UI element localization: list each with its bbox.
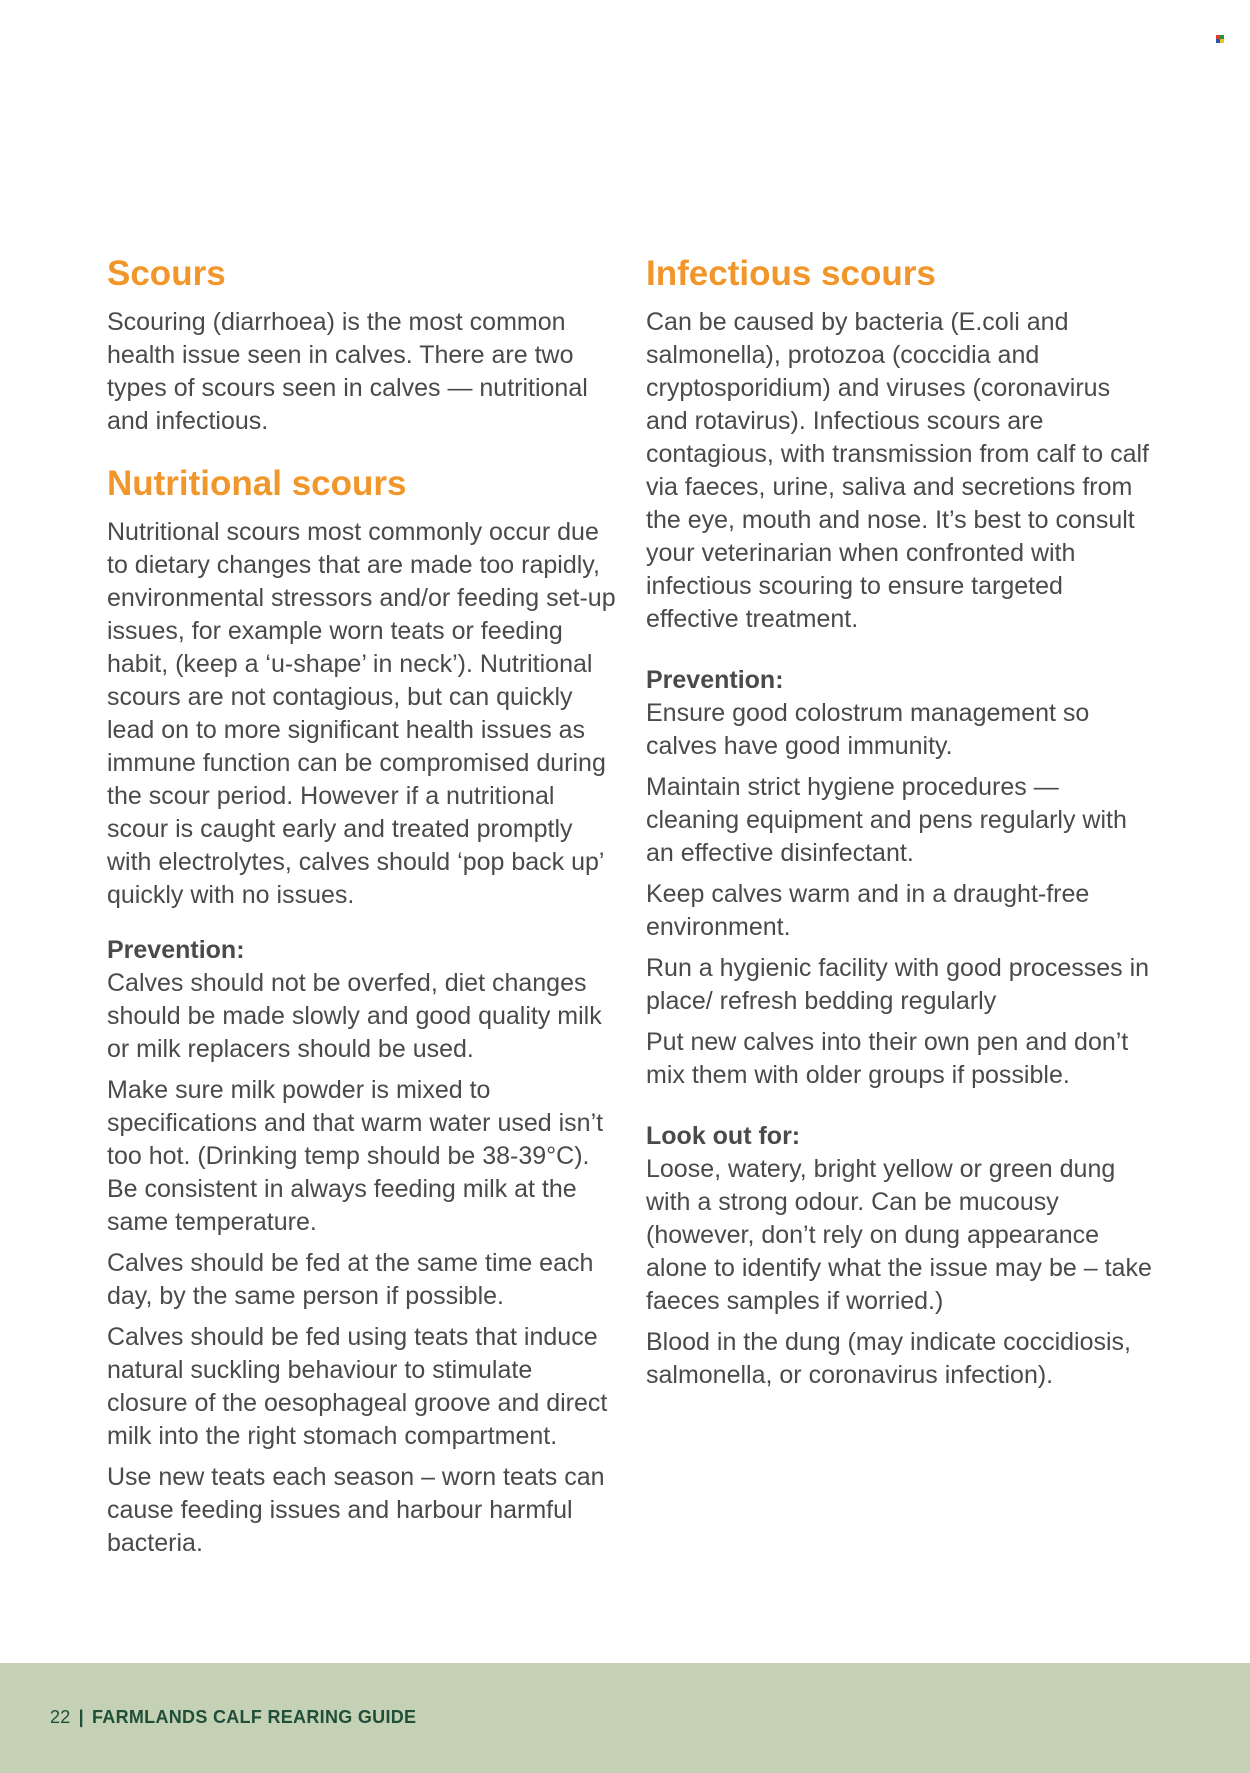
infectious-prevention-item: Put new calves into their own pen and don’t mix them with older groups if possible.	[646, 1028, 1129, 1089]
nutritional-prevention-item: Use new teats each season – worn teats can cause feeding issues and harbour harmful bacteria.	[107, 1463, 605, 1557]
lookout-label: Look out for:	[646, 1122, 801, 1150]
infectious-prevention-item: Maintain strict hygiene procedures — cleaning equipment and pens regularly with an effective disinfectant.	[646, 773, 1127, 867]
infectious-prevention-item: Keep calves warm and in a draught-free environment.	[646, 880, 1090, 941]
page-number: 22	[50, 1707, 71, 1727]
nutritional-prevention-item: Calves should not be overfed, diet changes should be made slowly and good quality milk or milk replacers should be used.	[107, 969, 602, 1063]
lookout-item: Loose, watery, bright yellow or green dung with a strong odour. Can be mucousy (however, don’t rely on dung appearance alone to identify what the issue may be – take faeces samples if worried.)	[646, 1155, 1152, 1315]
left-column	[107, 250, 617, 1560]
nutritional-scours-body: Nutritional scours most commonly occur due to dietary changes that are made too rapidly, environmental stressors and/or feeding set-up issues, for example worn teats or feeding habit, (keep a ‘u-shape’ in neck’). Nutritional scours are not contagious, but can quickly lead on to more significant health issues as immune function can be compromised during the scour period. However if a nutritional scour is caught early and treated promptly with electrolytes, calves should ‘pop back up’ quickly with no issues.	[107, 518, 616, 909]
footer-band	[0, 1663, 1250, 1773]
color-registration-mark	[1216, 35, 1224, 43]
guide-title: FARMLANDS CALF REARING GUIDE	[91, 1707, 417, 1727]
footer-separator: |	[78, 1707, 84, 1727]
nutritional-prevention-label: Prevention:	[107, 936, 245, 964]
scours-intro: Scouring (diarrhoea) is the most common health issue seen in calves. There are two types of scours seen in calves — nutritional and infectious.	[107, 308, 588, 435]
infectious-scours-heading: Infectious scours	[646, 254, 936, 293]
infectious-prevention-label: Prevention:	[646, 666, 784, 694]
scours-heading: Scours	[107, 254, 226, 293]
footer-text	[50, 1705, 416, 1729]
nutritional-prevention-item: Calves should be fed using teats that induce natural suckling behaviour to stimulate closure of the oesophageal groove and direct milk into the right stomach compartment.	[107, 1323, 608, 1450]
infectious-scours-body: Can be caused by bacteria (E.coli and salmonella), protozoa (coccidia and cryptosporidium) and viruses (coronavirus and rotavirus). Infectious scours are contagious, with transmission from calf to calf via faeces, urine, saliva and secretions from the eye, mouth and nose. It’s best to consult your veterinarian when confronted with infectious scouring to ensure targeted effective treatment.	[646, 308, 1149, 633]
infectious-prevention-item: Ensure good colostrum management so calves have good immunity.	[646, 699, 1090, 760]
nutritional-prevention-item: Calves should be fed at the same time each day, by the same person if possible.	[107, 1249, 594, 1310]
nutritional-scours-heading: Nutritional scours	[107, 464, 407, 503]
nutritional-prevention-item: Make sure milk powder is mixed to specifications and that warm water used isn’t too hot. (Drinking temp should be 38-39°C). Be consistent in always feeding milk at the same temperature.	[107, 1076, 604, 1236]
right-column	[646, 250, 1156, 1392]
infectious-prevention-item: Run a hygienic facility with good processes in place/ refresh bedding regularly	[646, 954, 1150, 1015]
lookout-item: Blood in the dung (may indicate coccidiosis, salmonella, or coronavirus infection).	[646, 1328, 1131, 1389]
